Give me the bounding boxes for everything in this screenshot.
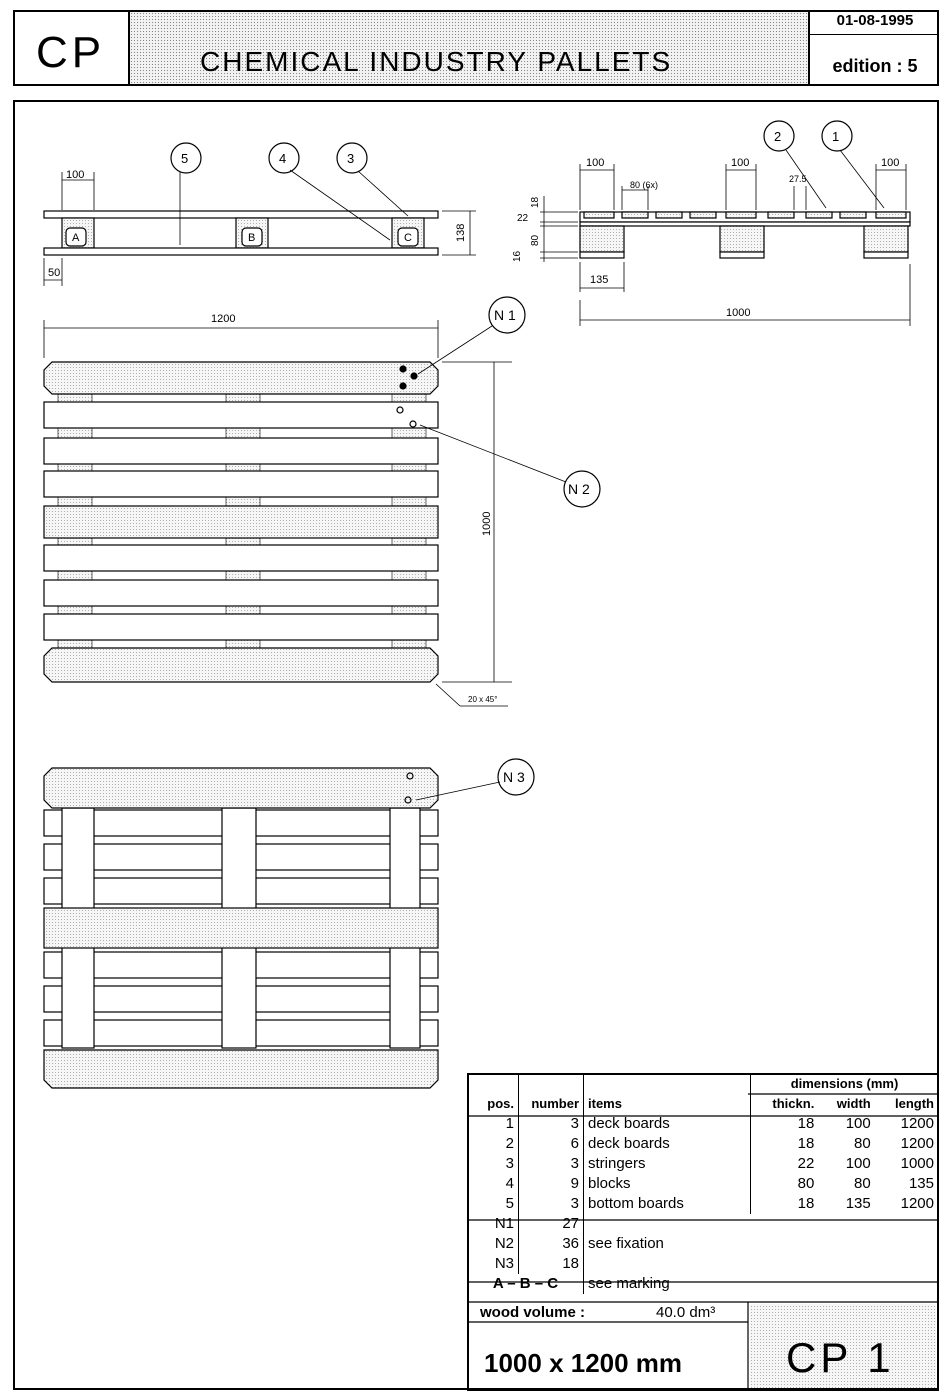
end-dim-16: 16 <box>512 250 523 262</box>
end-dim-135: 135 <box>590 274 609 286</box>
table-row <box>468 1174 938 1194</box>
end-dim-100-a: 100 <box>586 157 605 169</box>
side-dim-50: 50 <box>48 267 61 279</box>
row-number: 3 <box>519 1114 584 1134</box>
end-dim-100-c: 100 <box>881 157 900 169</box>
nail-row <box>468 1214 938 1234</box>
row-item: blocks <box>584 1174 751 1194</box>
marking-row <box>468 1274 938 1294</box>
table-row <box>468 1114 938 1134</box>
row-width: 135 <box>845 1195 871 1212</box>
row-pos: 5 <box>505 1195 514 1212</box>
top-view <box>44 297 600 706</box>
header-edition: edition : 5 <box>832 56 918 76</box>
row-number: 3 <box>519 1194 584 1214</box>
row-item: bottom boards <box>584 1194 751 1214</box>
top-dim-1200: 1200 <box>211 313 236 325</box>
row-thickn: 18 <box>751 1194 819 1214</box>
row-width: 100 <box>845 1155 871 1172</box>
end-dim-18: 18 <box>530 196 541 208</box>
row-pos: 4 <box>505 1175 514 1192</box>
end-dim-22: 22 <box>517 213 529 224</box>
side-dim-138: 138 <box>455 223 467 242</box>
callout-3: 3 <box>347 151 355 166</box>
row-width: 80 <box>854 1135 871 1152</box>
row-width: 100 <box>845 1115 871 1132</box>
table-group-header-row <box>468 1074 938 1094</box>
pallet-code: CP 1 <box>786 1334 895 1381</box>
callout-4: 4 <box>279 151 287 166</box>
row-length: 1200 <box>900 1115 934 1132</box>
nail-number: 27 <box>519 1214 584 1234</box>
side-view <box>44 143 476 286</box>
table-row <box>468 1194 938 1214</box>
end-dim-27-5: 27.5 <box>789 174 807 184</box>
table-row <box>468 1154 938 1174</box>
top-dim-chamfer: 20 x 45° <box>468 695 498 704</box>
row-pos: 3 <box>505 1155 514 1172</box>
row-thickn: 18 <box>751 1134 819 1154</box>
wood-volume-value: 40.0 dm³ <box>656 1304 716 1321</box>
items-table <box>468 1074 938 1294</box>
end-dim-80: 80 <box>530 234 541 246</box>
end-view <box>540 121 910 326</box>
row-number: 6 <box>519 1134 584 1154</box>
callout-1: 1 <box>832 129 840 144</box>
row-length: 135 <box>908 1175 934 1192</box>
nail-pos: N3 <box>494 1255 514 1272</box>
end-dim-100-b: 100 <box>731 157 750 169</box>
row-length: 1000 <box>900 1155 934 1172</box>
block-label-c: C <box>404 232 412 244</box>
fixation-note: see fixation <box>584 1214 939 1274</box>
row-number: 9 <box>519 1174 584 1194</box>
header-code: CP <box>35 28 106 77</box>
end-dim-80-6x: 80 (6x) <box>630 180 659 190</box>
row-width: 80 <box>854 1175 871 1192</box>
nail-number: 36 <box>519 1234 584 1254</box>
header-date: 01-08-1995 <box>836 12 914 29</box>
marking-note: see marking <box>584 1274 939 1294</box>
row-pos: 2 <box>505 1135 514 1152</box>
header-title: CHEMICAL INDUSTRY PALLETS <box>200 46 673 77</box>
row-item: stringers <box>584 1154 751 1174</box>
callout-5: 5 <box>181 151 189 166</box>
row-item: deck boards <box>584 1114 751 1134</box>
row-length: 1200 <box>900 1195 934 1212</box>
nail-pos: N2 <box>494 1235 514 1252</box>
table-header-row <box>468 1094 938 1114</box>
block-label-a: A <box>72 232 80 244</box>
wood-volume-label: wood volume : <box>480 1304 585 1321</box>
callout-n3: N 3 <box>503 769 525 785</box>
callout-n1: N 1 <box>494 307 516 323</box>
header-items: items <box>584 1094 751 1114</box>
block-label-b: B <box>248 232 256 244</box>
header-pos: pos. <box>487 1096 514 1111</box>
top-dim-1000: 1000 <box>481 511 493 536</box>
row-number: 3 <box>519 1154 584 1174</box>
bottom-view <box>44 759 534 1088</box>
nail-number: 18 <box>519 1254 584 1274</box>
row-item: deck boards <box>584 1134 751 1154</box>
marking-pos: A – B – C <box>492 1275 559 1292</box>
header-thickn: thickn. <box>751 1094 819 1114</box>
row-pos: 1 <box>505 1115 514 1132</box>
pallet-size: 1000 x 1200 mm <box>484 1348 683 1378</box>
callout-2: 2 <box>774 129 782 144</box>
nail-pos: N1 <box>494 1215 514 1232</box>
row-thickn: 18 <box>751 1114 819 1134</box>
side-dim-100: 100 <box>66 169 85 181</box>
row-thickn: 80 <box>751 1174 819 1194</box>
header-length: length <box>895 1096 934 1111</box>
table-row <box>468 1134 938 1154</box>
row-thickn: 22 <box>751 1154 819 1174</box>
dimensions-header: dimensions (mm) <box>751 1074 939 1094</box>
header-width: width <box>836 1096 871 1111</box>
row-length: 1200 <box>900 1135 934 1152</box>
callout-n2: N 2 <box>568 481 590 497</box>
header-number: number <box>519 1094 584 1114</box>
end-dim-1000: 1000 <box>726 307 751 319</box>
